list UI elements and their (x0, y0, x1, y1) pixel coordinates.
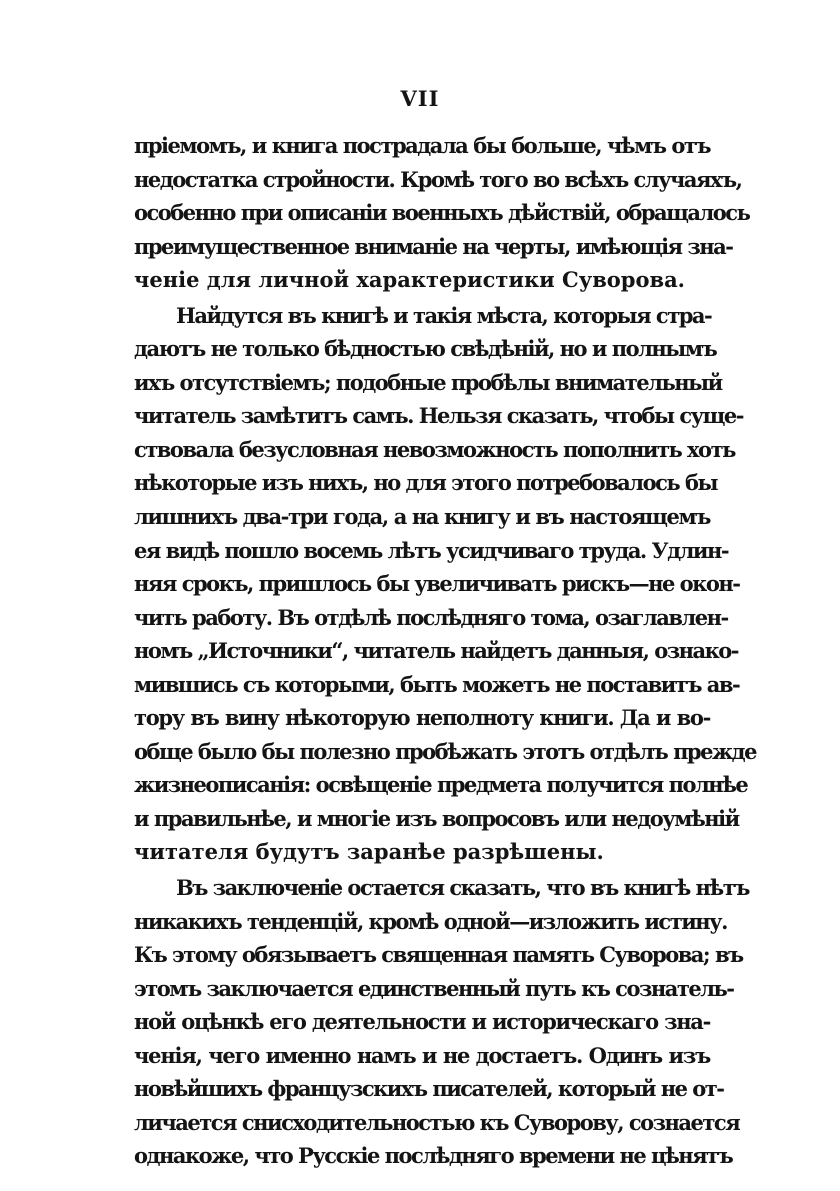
text-line: лишнихъ два-три года, а на книгу и въ настоящемъ (134, 504, 710, 530)
text-line: Въ заключеніе остается сказать, что въ книгѣ нѣтъ (176, 875, 749, 901)
text-line: и правильнѣе, и многіе изъ вопросовъ или недоумѣній (134, 805, 739, 831)
text-line: пріемомъ, и книга пострадала бы больше, чѣмъ отъ (134, 133, 710, 158)
paragraph-3 (134, 871, 749, 1173)
text-line: тору въ вину нѣкоторую неполноту книги. Да и во- (134, 705, 710, 731)
text-line: ея видѣ пошло восемь лѣтъ усидчиваго труда. Удлин- (134, 537, 729, 563)
body-text (134, 129, 757, 1173)
text-line: няя срокъ, пришлось бы увеличивать рискъ—не окон- (134, 571, 740, 597)
text-line: номъ „Источники“, читатель найдетъ данныя, ознако- (134, 638, 738, 664)
text-line: нѣкоторые изъ нихъ, но для этого потребовалось бы (134, 470, 718, 496)
text-line: никакихъ тенденцій, кромѣ одной—изложить истину. (134, 908, 727, 934)
text-line: недостатка стройности. Кромѣ того во всѣхъ случаяхъ, (134, 166, 742, 192)
text-line: читатель замѣтитъ самъ. Нельзя сказать, чтобы суще- (134, 403, 743, 429)
text-line: Къ этому обязываетъ священная память Суворова; въ (134, 942, 743, 968)
text-line: личается снисходительностью къ Суворову, сознается (134, 1109, 740, 1135)
text-line: жизнеописанія: освѣщеніе предмета получится полнѣе (134, 772, 748, 798)
text-line: ной оцѣнкѣ его деятельности и историческаго зна- (134, 1009, 710, 1035)
text-line: новѣйшихъ французскихъ писателей, который не от- (134, 1076, 724, 1102)
text-line: даютъ не только бѣдностью свѣдѣній, но и полнымъ (134, 336, 717, 362)
text-line: этомъ заключается единственный путь къ сознатель- (134, 975, 734, 1001)
paragraph-1 (134, 129, 750, 297)
text-line: мившись съ которыми, быть можетъ не поставитъ ав- (134, 671, 740, 697)
text-line: читателя будутъ заранѣе разрѣшены. (134, 839, 604, 865)
text-line: однакоже, что Русскіе послѣдняго времени не цѣнятъ (134, 1143, 733, 1169)
paragraph-2 (134, 299, 757, 869)
text-line: преимущественное вниманіе на черты, имѣющія зна- (134, 233, 733, 259)
page-number: VII (400, 86, 440, 111)
text-line: ихъ отсутствіемъ; подобные пробѣлы внимательный (134, 369, 722, 395)
text-line: особенно при описаніи военныхъ дѣйствій, обращалось (134, 200, 750, 226)
text-line: обще было бы полезно пробѣжать этотъ отдѣлъ прежде (134, 738, 757, 764)
text-line: ченія, чего именно намъ и не достаетъ. Одинъ изъ (134, 1042, 710, 1068)
text-line: чить работу. Въ отдѣлѣ послѣдняго тома, озаглавлен- (134, 604, 728, 630)
text-line: Найдутся въ книгѣ и такія мѣста, которыя стра- (176, 302, 712, 328)
text-line: ченіе для личной характеристики Суворова. (134, 267, 685, 293)
text-line: ствовала безусловная невозможность пополнить хоть (134, 436, 735, 462)
